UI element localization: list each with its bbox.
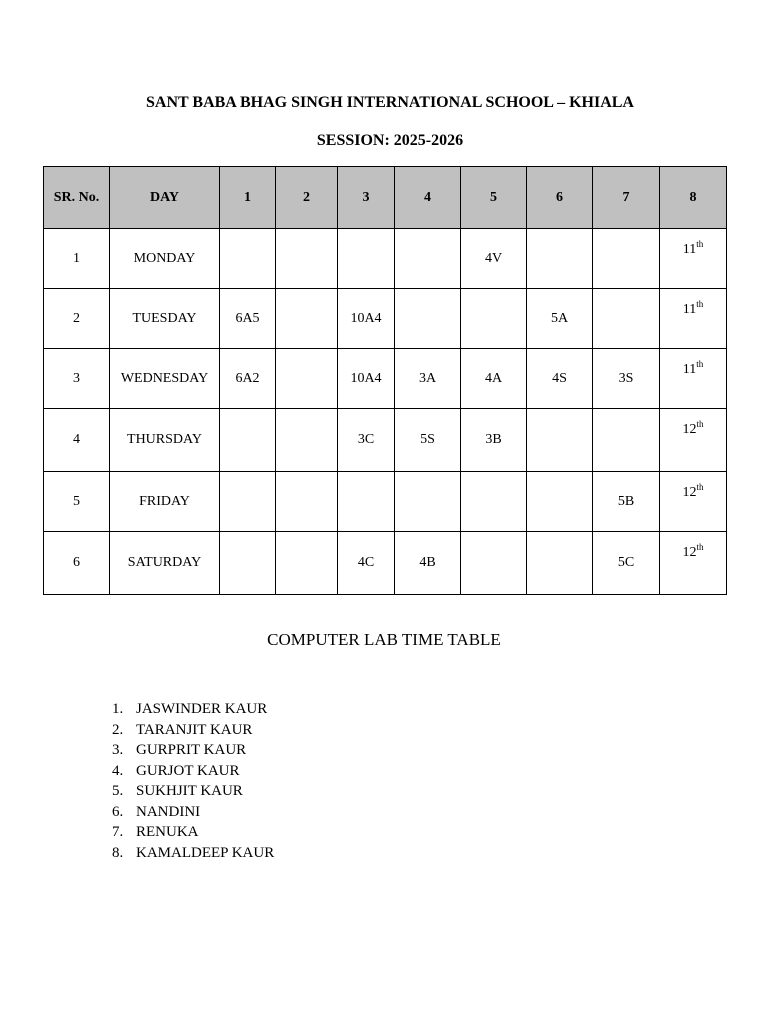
list-number: 1. <box>112 701 124 717</box>
day-cell: FRIDAY <box>110 472 220 532</box>
timetable-header <box>44 167 727 229</box>
list-item <box>112 699 274 720</box>
table-row <box>44 532 727 595</box>
header-row <box>44 167 727 229</box>
period-cell: 5B <box>593 472 660 532</box>
period-cell <box>338 229 395 289</box>
grade-label <box>682 419 703 438</box>
period-cell <box>461 472 527 532</box>
table-row <box>44 349 727 409</box>
period-cell: 10A4 <box>338 349 395 409</box>
period-8-cell <box>660 472 727 532</box>
grade-number: 11 <box>682 302 697 317</box>
grade-label <box>683 299 704 318</box>
session-title: SESSION: 2025-2026 <box>316 132 464 149</box>
table-row <box>44 229 727 289</box>
grade-number: 12 <box>682 422 697 437</box>
list-item <box>112 802 274 823</box>
period-cell <box>527 532 593 595</box>
sr-number-cell: 5 <box>44 472 110 532</box>
period-8-cell <box>660 409 727 472</box>
grade-label <box>683 239 704 258</box>
list-number: 5. <box>112 783 124 799</box>
period-8-cell <box>660 229 727 289</box>
period-cell: 3A <box>395 349 461 409</box>
list-item <box>112 843 274 864</box>
period-cell: 3B <box>461 409 527 472</box>
period-cell <box>276 289 338 349</box>
list-number: 4. <box>112 762 124 779</box>
period-cell <box>276 532 338 595</box>
period-cell <box>395 472 461 532</box>
period-cell <box>527 409 593 472</box>
grade-suffix: th <box>696 299 704 309</box>
header-cell: 8 <box>660 167 727 229</box>
list-number: 7. <box>112 824 124 840</box>
table-row <box>44 472 727 532</box>
grade-label <box>683 359 704 378</box>
period-cell <box>593 229 660 289</box>
header-cell: DAY <box>110 167 220 229</box>
sr-number-cell: 4 <box>44 409 110 472</box>
teacher-name: GURPRIT KAUR <box>136 742 247 758</box>
teacher-name: SUKHJIT KAUR <box>136 783 243 799</box>
header-cell: 1 <box>220 167 276 229</box>
school-title: SANT BABA BHAG SINGH INTERNATIONAL SCHOOL – KHIALA <box>146 94 634 111</box>
period-cell <box>461 532 527 595</box>
grade-suffix: th <box>696 239 704 249</box>
period-cell <box>276 409 338 472</box>
header-cell: 5 <box>461 167 527 229</box>
period-cell: 3C <box>338 409 395 472</box>
day-cell: SATURDAY <box>110 532 220 595</box>
list-item <box>112 781 274 802</box>
timetable-body <box>44 229 727 595</box>
period-cell <box>338 472 395 532</box>
header-cell: 3 <box>338 167 395 229</box>
teacher-name: NANDINI <box>136 803 201 820</box>
grade-suffix: th <box>696 419 704 429</box>
period-cell <box>527 229 593 289</box>
grade-label <box>682 542 703 561</box>
list-number: 2. <box>112 721 124 738</box>
day-cell: MONDAY <box>110 229 220 289</box>
timetable-subtitle: COMPUTER LAB TIME TABLE <box>267 630 501 649</box>
period-cell <box>527 472 593 532</box>
header-cell: 4 <box>395 167 461 229</box>
header-cell: 2 <box>276 167 338 229</box>
day-cell: WEDNESDAY <box>110 349 220 409</box>
period-cell <box>220 229 276 289</box>
period-cell: 4B <box>395 532 461 595</box>
period-cell: 5S <box>395 409 461 472</box>
period-cell: 4S <box>527 349 593 409</box>
period-8-cell <box>660 532 727 595</box>
grade-suffix: th <box>696 359 704 369</box>
teacher-name: KAMALDEEP KAUR <box>136 844 275 861</box>
list-number: 3. <box>112 742 124 758</box>
table-row <box>44 289 727 349</box>
period-cell: 4V <box>461 229 527 289</box>
day-cell: TUESDAY <box>110 289 220 349</box>
sr-number-cell: 2 <box>44 289 110 349</box>
table-row <box>44 409 727 472</box>
grade-number: 11 <box>682 362 697 377</box>
teacher-name: RENUKA <box>136 824 199 840</box>
header-cell: SR. No. <box>44 167 110 229</box>
period-8-cell <box>660 289 727 349</box>
period-8-cell <box>660 349 727 409</box>
header-cell: 6 <box>527 167 593 229</box>
period-cell <box>220 532 276 595</box>
period-cell <box>395 289 461 349</box>
teacher-name: GURJOT KAUR <box>136 762 240 779</box>
timetable <box>43 166 727 595</box>
teacher-name: JASWINDER KAUR <box>136 701 268 717</box>
period-cell <box>593 409 660 472</box>
sr-number-cell: 1 <box>44 229 110 289</box>
grade-number: 11 <box>682 242 697 257</box>
period-cell <box>276 229 338 289</box>
period-cell <box>395 229 461 289</box>
period-cell <box>276 472 338 532</box>
list-number: 6. <box>112 803 124 820</box>
day-cell: THURSDAY <box>110 409 220 472</box>
sr-number-cell: 6 <box>44 532 110 595</box>
period-cell: 3S <box>593 349 660 409</box>
grade-number: 12 <box>682 545 697 560</box>
grade-label <box>682 482 703 501</box>
period-cell <box>461 289 527 349</box>
period-cell <box>276 349 338 409</box>
list-number: 8. <box>112 844 124 861</box>
period-cell <box>220 409 276 472</box>
grade-suffix: th <box>696 482 704 492</box>
teacher-list <box>112 699 274 863</box>
grade-suffix: th <box>696 542 704 552</box>
period-cell <box>220 472 276 532</box>
period-cell: 4C <box>338 532 395 595</box>
list-item <box>112 740 274 761</box>
list-item <box>112 761 274 782</box>
period-cell: 10A4 <box>338 289 395 349</box>
period-cell: 4A <box>461 349 527 409</box>
header-cell: 7 <box>593 167 660 229</box>
grade-number: 12 <box>682 485 697 500</box>
sr-number-cell: 3 <box>44 349 110 409</box>
teacher-name: TARANJIT KAUR <box>136 721 253 738</box>
period-cell: 5C <box>593 532 660 595</box>
period-cell: 6A2 <box>220 349 276 409</box>
period-cell <box>593 289 660 349</box>
period-cell: 5A <box>527 289 593 349</box>
list-item <box>112 720 274 741</box>
period-cell: 6A5 <box>220 289 276 349</box>
list-item <box>112 822 274 843</box>
